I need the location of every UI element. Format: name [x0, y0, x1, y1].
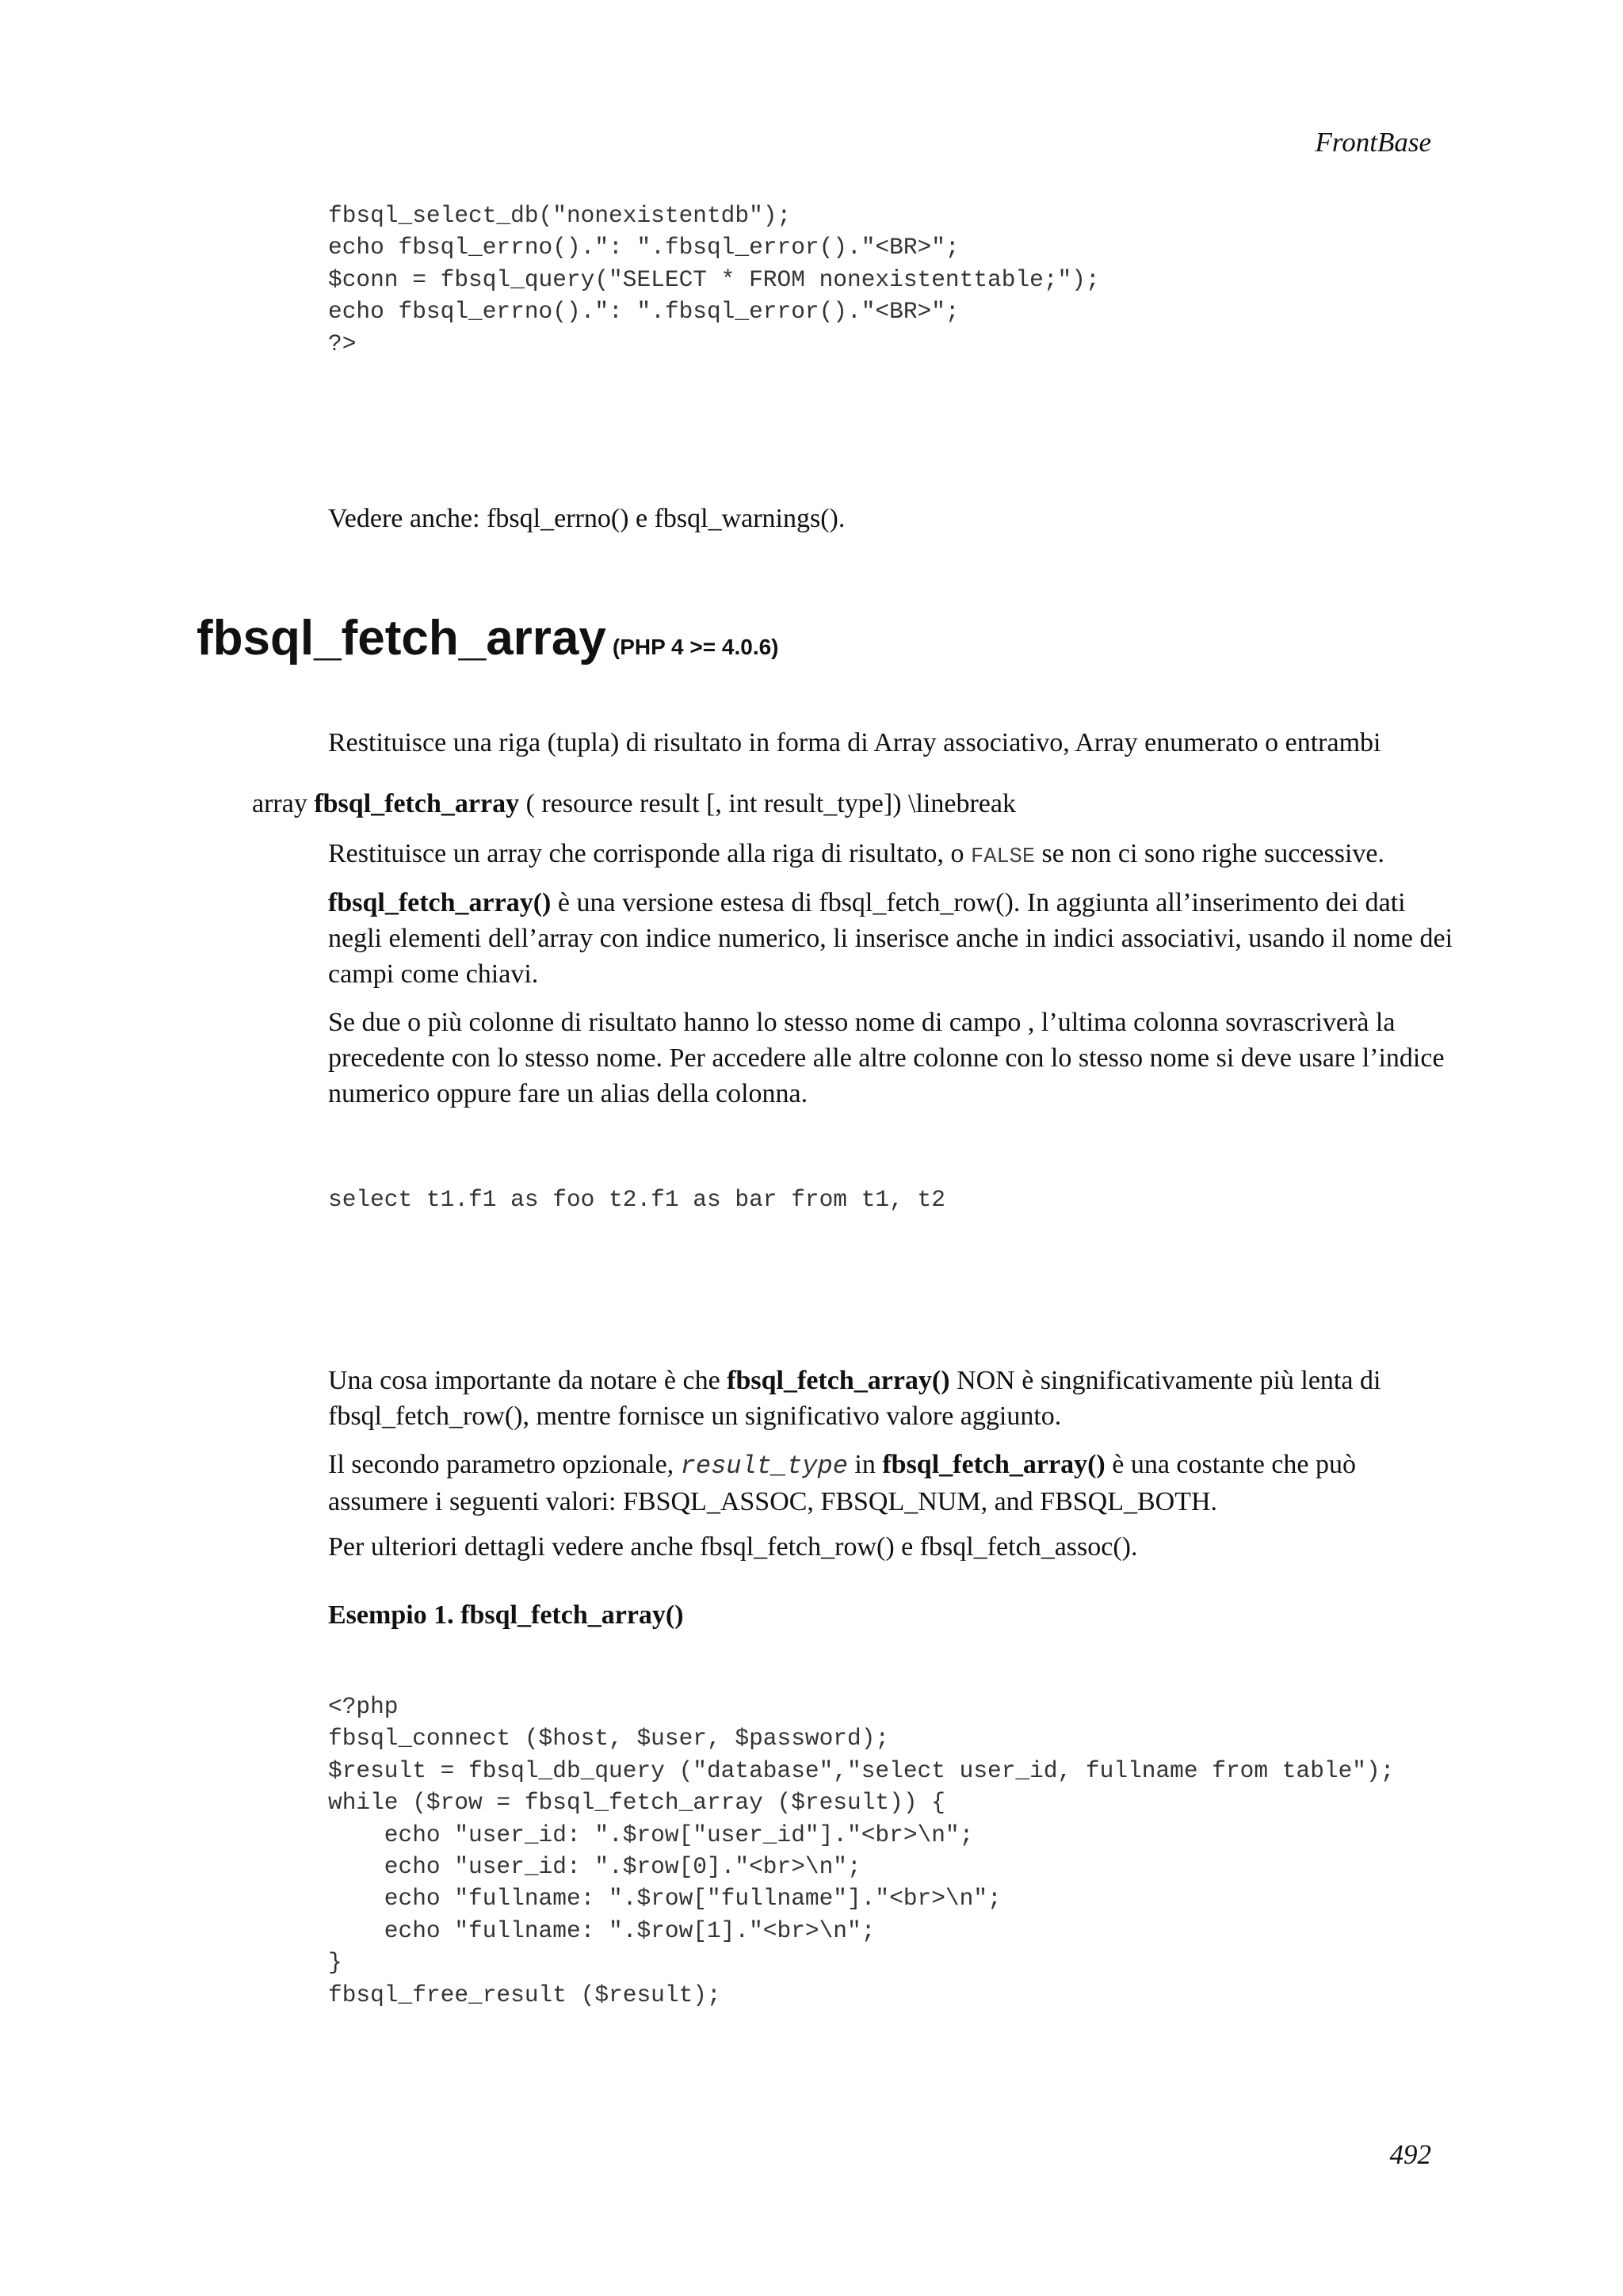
code-line: echo "user_id: ".$row["user_id"]."<br>\n";	[328, 1821, 974, 1848]
code-line: select t1.f1 as foo t2.f1 as bar from t1, t2	[328, 1186, 945, 1213]
text-run: è una costante che può assumere i seguenti valori: FBSQL_ASSOC, FBSQL_NUM, and FBSQL_BOTH.	[328, 1450, 1356, 1516]
function-synopsis	[252, 786, 1016, 822]
page-number: 492	[1389, 2139, 1431, 2170]
code-line: echo "user_id: ".$row[0]."<br>\n";	[328, 1853, 861, 1881]
description-return-value	[328, 836, 1453, 875]
code-line: fbsql_select_db("nonexistentdb");	[328, 202, 792, 229]
code-block-error-example	[328, 200, 1100, 360]
synopsis-function-name: fbsql_fetch_array	[314, 789, 520, 818]
code-line: echo fbsql_errno().": ".fbsql_error()."<BR>";	[328, 298, 960, 326]
example-title: Esempio 1. fbsql_fetch_array()	[328, 1600, 684, 1630]
code-line: <?php	[328, 1693, 399, 1720]
synopsis-return-type: array	[252, 789, 307, 818]
code-line: $result = fbsql_db_query ("database","select user_id, fullname from table");	[328, 1756, 1395, 1784]
text-run: Restituisce un array che corrisponde alla riga di risultato, o	[328, 839, 972, 868]
text-run: è una versione estesa di fbsql_fetch_row(). In aggiunta all’inserimento dei dati negli elementi dell’array con indice numerico, li inserisce anche in indici associativi, usando il nome dei campi come chiavi.	[328, 888, 1453, 989]
see-also-details: Per ulteriori dettagli vedere anche fbsql_fetch_row() e fbsql_fetch_assoc().	[328, 1532, 1138, 1562]
text-run: Una cosa importante da notare è che	[328, 1366, 727, 1395]
text-run: NON è singnificativamente più lenta di fbsql_fetch_row(), mentre fornisce un significativo valore aggiunto.	[328, 1366, 1381, 1431]
code-line: $conn = fbsql_query("SELECT * FROM nonexistenttable;");	[328, 265, 1100, 293]
code-block-example	[328, 1691, 1394, 2011]
text-run: se non ci sono righe successive.	[1035, 839, 1385, 868]
text-run: Il secondo parametro opzionale,	[328, 1450, 681, 1479]
code-line: }	[328, 1949, 342, 1977]
code-line: fbsql_connect ($host, $user, $password);	[328, 1725, 890, 1753]
section-title	[197, 610, 779, 666]
code-line: while ($row = fbsql_fetch_array ($result)) {	[328, 1789, 945, 1817]
function-ref-bold: fbsql_fetch_array()	[727, 1366, 950, 1395]
result-type-note	[328, 1447, 1453, 1520]
param-result-type: result_type	[680, 1451, 848, 1481]
code-line: echo fbsql_errno().": ".fbsql_error()."<BR>";	[328, 234, 960, 261]
synopsis-params: ( resource result [, int result_type]) \linebreak	[525, 789, 1016, 818]
description-duplicate-columns: Se due o più colonne di risultato hanno lo stesso nome di campo , l’ultima colonna sovrascriverà la precedente con lo stesso nome. Per accedere alle altre colonne con lo stesso nome si deve usare l’indice numerico oppure fare un alias della colonna.	[328, 1008, 1445, 1108]
code-line: fbsql_free_result ($result);	[328, 1981, 721, 2008]
code-line: ?>	[328, 330, 357, 357]
function-ref-bold: fbsql_fetch_array()	[328, 888, 552, 917]
code-block-sql-alias	[328, 1184, 945, 1215]
function-purpose: Restituisce una riga (tupla) di risultato in forma di Array associativo, Array enumerato o entrambi	[328, 728, 1381, 757]
description-extended	[328, 885, 1453, 992]
code-line: echo "fullname: ".$row["fullname"]."<br>\n";	[328, 1885, 1002, 1913]
performance-note	[328, 1363, 1453, 1434]
php-version: (PHP 4 >= 4.0.6)	[612, 635, 779, 659]
text-run: in	[847, 1450, 883, 1479]
function-name-heading: fbsql_fetch_array	[197, 611, 606, 666]
false-constant: FALSE	[971, 845, 1036, 869]
running-header: FrontBase	[1315, 127, 1431, 158]
function-ref-bold: fbsql_fetch_array()	[882, 1450, 1106, 1479]
code-line: echo "fullname: ".$row[1]."<br>\n";	[328, 1917, 876, 1944]
see-also-paragraph: Vedere anche: fbsql_errno() e fbsql_warnings().	[328, 504, 846, 533]
